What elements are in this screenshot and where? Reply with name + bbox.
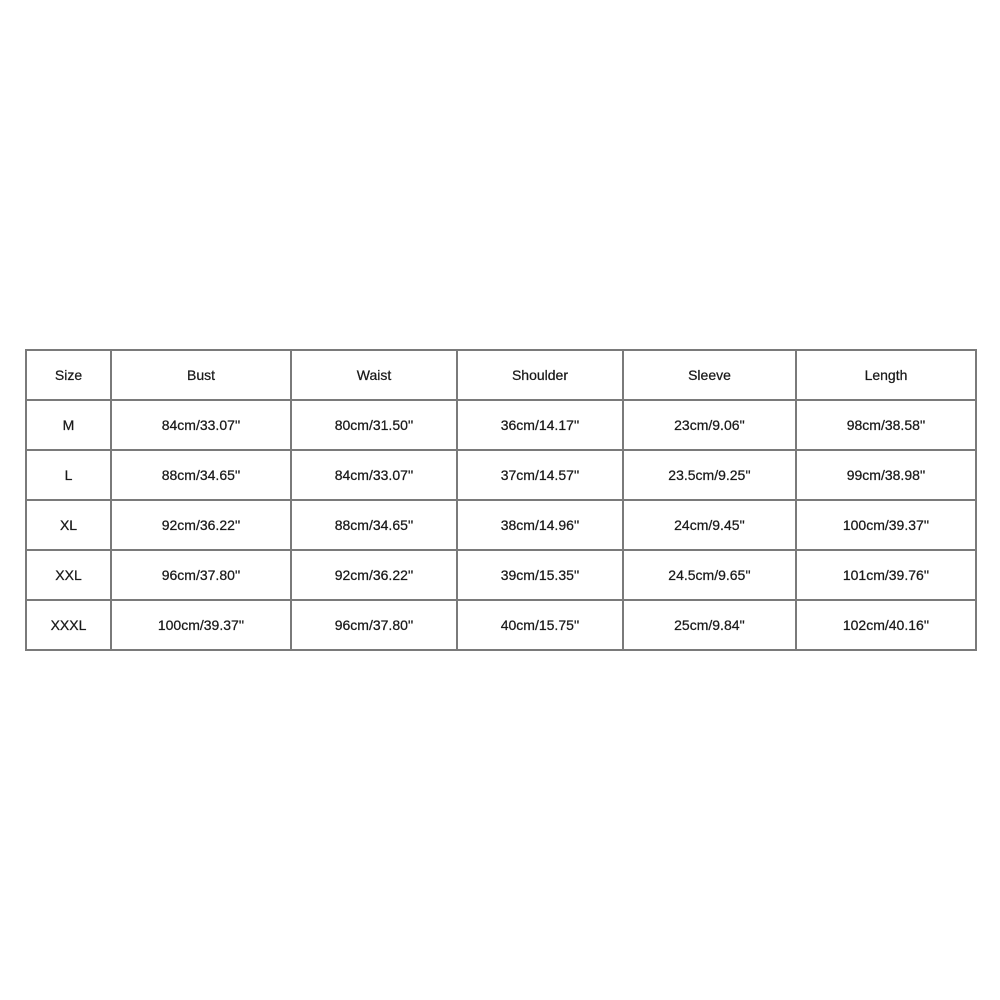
waist-cell: 80cm/31.50'': [291, 400, 457, 450]
bust-cell: 84cm/33.07'': [111, 400, 291, 450]
header-row: [26, 350, 976, 400]
bust-cell: 92cm/36.22'': [111, 500, 291, 550]
shoulder-cell: 39cm/15.35'': [457, 550, 623, 600]
waist-cell: 84cm/33.07'': [291, 450, 457, 500]
header-bust: Bust: [111, 350, 291, 400]
length-cell: 99cm/38.98'': [796, 450, 976, 500]
shoulder-cell: 36cm/14.17'': [457, 400, 623, 450]
waist-cell: 96cm/37.80'': [291, 600, 457, 650]
header-size: Size: [26, 350, 111, 400]
table-row: [26, 550, 976, 600]
shoulder-cell: 40cm/15.75'': [457, 600, 623, 650]
bust-cell: 100cm/39.37'': [111, 600, 291, 650]
sleeve-cell: 24.5cm/9.65'': [623, 550, 796, 600]
sleeve-cell: 25cm/9.84'': [623, 600, 796, 650]
sleeve-cell: 23cm/9.06'': [623, 400, 796, 450]
table-row: [26, 600, 976, 650]
header-length: Length: [796, 350, 976, 400]
size-cell: M: [26, 400, 111, 450]
shoulder-cell: 37cm/14.57'': [457, 450, 623, 500]
waist-cell: 88cm/34.65'': [291, 500, 457, 550]
size-cell: XXL: [26, 550, 111, 600]
table-row: [26, 500, 976, 550]
length-cell: 100cm/39.37'': [796, 500, 976, 550]
header-waist: Waist: [291, 350, 457, 400]
length-cell: 101cm/39.76'': [796, 550, 976, 600]
length-cell: 98cm/38.58'': [796, 400, 976, 450]
size-chart-table: [25, 349, 977, 651]
size-cell: XXXL: [26, 600, 111, 650]
header-sleeve: Sleeve: [623, 350, 796, 400]
table-row: [26, 450, 976, 500]
size-cell: L: [26, 450, 111, 500]
waist-cell: 92cm/36.22'': [291, 550, 457, 600]
length-cell: 102cm/40.16'': [796, 600, 976, 650]
size-cell: XL: [26, 500, 111, 550]
shoulder-cell: 38cm/14.96'': [457, 500, 623, 550]
bust-cell: 88cm/34.65'': [111, 450, 291, 500]
bust-cell: 96cm/37.80'': [111, 550, 291, 600]
header-shoulder: Shoulder: [457, 350, 623, 400]
table-row: [26, 400, 976, 450]
sleeve-cell: 23.5cm/9.25'': [623, 450, 796, 500]
sleeve-cell: 24cm/9.45'': [623, 500, 796, 550]
